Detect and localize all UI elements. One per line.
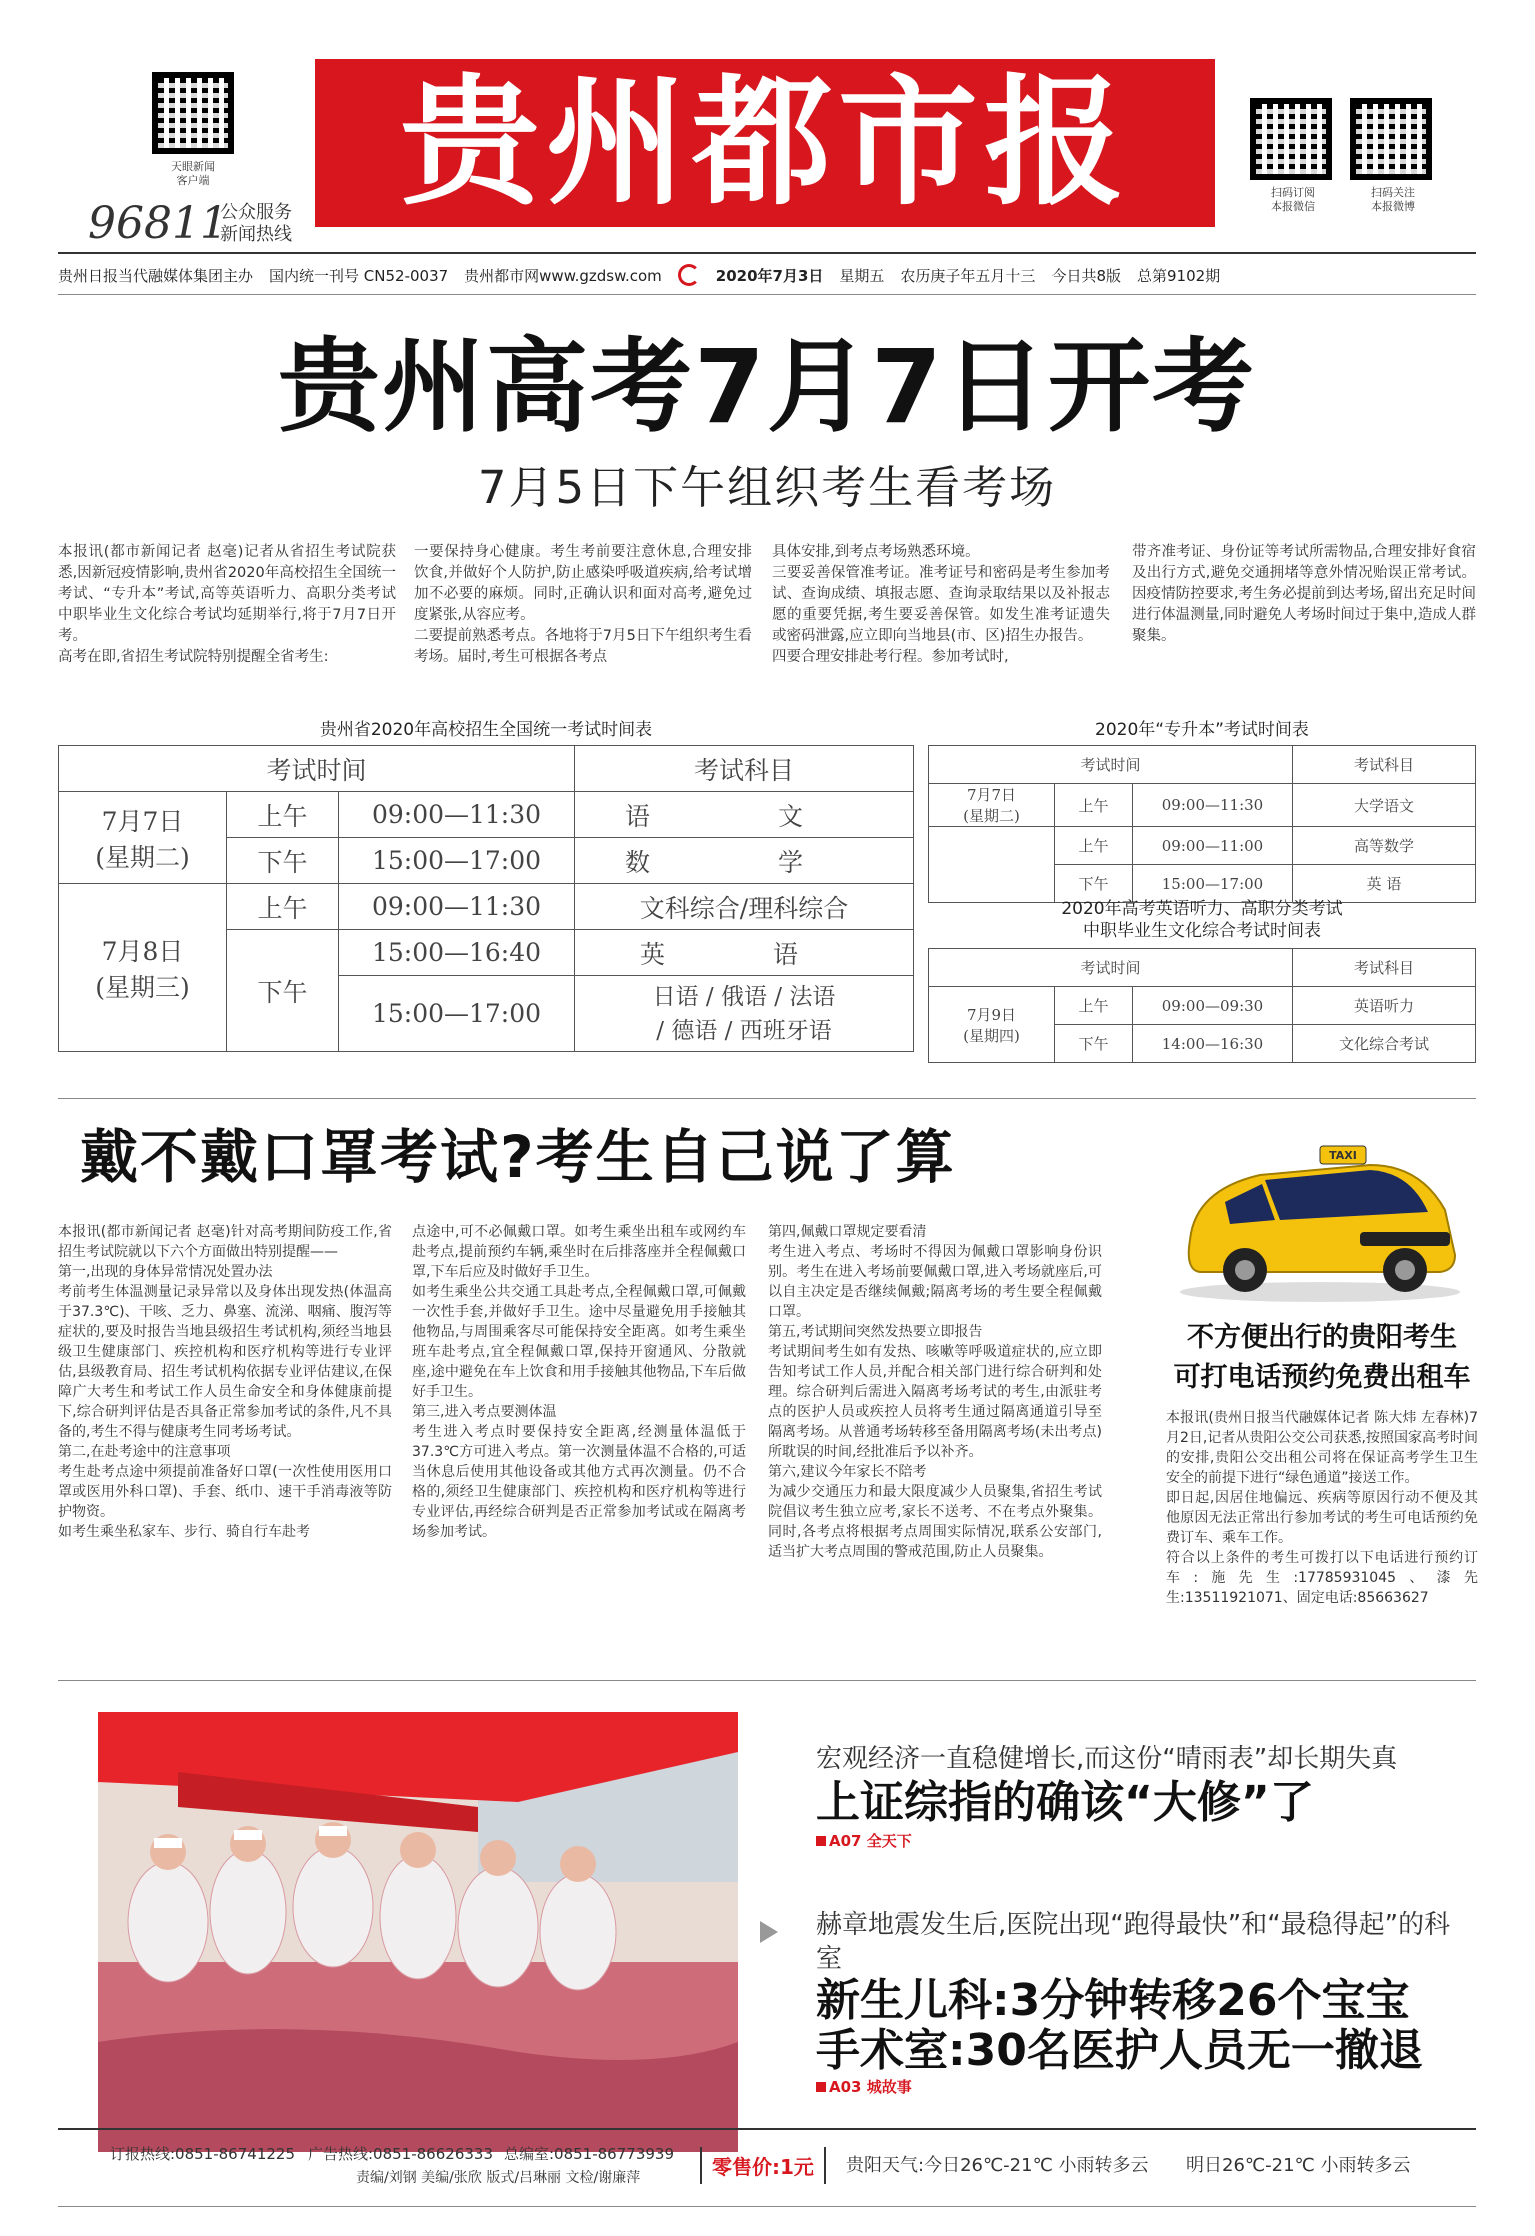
- table3-time: 14:00—16:30: [1133, 1025, 1293, 1063]
- lead-col-1: 本报讯(都市新闻记者 赵毫)记者从省招生考试院获悉,因新冠疫情影响,贵州省2020年高校招生全国统一考试、“专升本”考试,高等英语听力、高职分类考试中职毕业生文化综合考试均延期举行,将于7月7日开考。 高考在即,省招生考试院特别提醒全省考生:: [58, 544, 396, 665]
- table2-time: 15:00—17:00: [1133, 865, 1293, 903]
- teaser-2-sub: 赫章地震发生后,医院出现“跑得最快”和“最稳得起”的科室: [816, 1910, 1451, 1974]
- staff-credits: 责编/刘钢 美编/张欣 版式/吕琳丽 文检/谢廉萍: [356, 2170, 641, 2186]
- mask-col-2: 点途中,可不必佩戴口罩。如考生乘坐出租车或网约车赴考点,提前预约车辆,乘坐时在后排落座并全程佩戴口罩,下车后应及时做好手卫生。 如考生乘坐公共交通工具赴考点,全程佩戴口罩,可佩戴一次性手套,并做好手卫生。途中尽量避免用手接触其他物品,与周围乘客尽可能保持安全距离。如考生乘坐班车赴考点,宜全程佩戴口罩,保持开窗通风、分散就座,途中避免在车上饮食和用手接触其他物品,下车后做好手卫生。 第三,进入考点要测体温 考生进入考点时要保持安全距离,经测量体温低于37.3℃方可进入考点。第一次测量体温不合格的,可适当休息后使用其他设备或其他方式再次测量。仍不合格的,须经卫生健康部门、疾控机构和医疗机构等进行专业评估,再经综合研判是否正常参加考试或在隔离考场参加考试。: [412, 1224, 746, 1540]
- wechat-qr-code[interactable]: [1250, 98, 1332, 180]
- table2-period: 上午: [1055, 784, 1133, 827]
- play-arrow-icon: [760, 1921, 778, 1943]
- table3-day: 7月9日 (星期四): [929, 987, 1055, 1063]
- hotline-label: 公众服务 新闻热线: [220, 202, 292, 245]
- table2-time: 09:00—11:30: [1133, 784, 1293, 827]
- table1-period: 上午: [227, 792, 339, 838]
- table2-header-time: 考试时间: [929, 746, 1293, 784]
- table2-period: 下午: [1055, 865, 1133, 903]
- table1-time: 09:00—11:30: [339, 792, 575, 838]
- ad-hotline: 广告热线:0851-86626333: [308, 2145, 493, 2163]
- table1-time: 09:00—11:30: [339, 884, 575, 930]
- red-square-icon: [816, 2082, 826, 2092]
- table2-period: 上午: [1055, 827, 1133, 865]
- table3-period: 上午: [1055, 987, 1133, 1025]
- teaser-2-page-ref: [816, 2076, 1476, 2098]
- table1-caption: 贵州省2020年高校招生全国统一考试时间表: [319, 720, 653, 740]
- teaser-2-headline: 新生儿科:3分钟转移26个宝宝 手术室:30名医护人员无一撤退: [816, 1975, 1423, 2076]
- taxi-illustration: [1170, 1120, 1470, 1305]
- editor-hotline: 总编室:0851-86773939: [504, 2145, 674, 2163]
- lead-headline: 贵州高考7月7日开考: [278, 328, 1256, 447]
- lead-subhead: 7月5日下午组织考生看考场: [477, 461, 1057, 514]
- weather-tomorrow: 明日26℃-21℃ 小雨转多云: [1186, 2155, 1411, 2176]
- weather-today: 贵阳天气:今日26℃-21℃ 小雨转多云: [846, 2155, 1149, 2176]
- teaser-stock-index[interactable]: [816, 1742, 1476, 1852]
- mask-col-1: 本报讯(都市新闻记者 赵毫)针对高考期间防疫工作,省招生考试院就以下六个方面做出特别提醒—— 第一,出现的身体异常情况处置办法 考前考生体温测量记录异常以及身体出现发热(体温高于37.3℃)、干咳、乏力、鼻塞、流涕、咽痛、腹泻等症状的,要及时报告当地县级招生考试机构,须经当地县级卫生健康部门、疾控机构和医疗机构等进行专业评估,县级教育局、招生考试机构依据专业评估建议,在保障广大考生和考试工作人员生命安全和身体健康前提下,综合研判评估是否具备正常参加考试的条件,凡不具备的,考生不得与健康考生同考场考试。 第二,在赴考途中的注意事项 考生赴考点途中须提前准备好口罩(一次性使用医用口罩或医用外科口罩)、手套、纸巾、速干手消毒液等防护物资。 如考生乘坐私家车、步行、骑自行车赴考: [58, 1224, 392, 1540]
- table1-time: 15:00—17:00: [339, 838, 575, 884]
- table1-subject: 文科综合/理科综合: [575, 884, 914, 930]
- masthead-title: 贵州都市报: [315, 59, 1215, 227]
- app-qr-code[interactable]: [152, 72, 234, 154]
- listening-schedule-table: [928, 948, 1476, 1063]
- hospital-evacuation-photo: [98, 1712, 738, 2152]
- table1-subject: 日语 / 俄语 / 法语 / 德语 / 西班牙语: [575, 976, 914, 1052]
- teaser-2-page: A03 城故事: [829, 2078, 912, 2096]
- table1-day1: 7月7日 (星期二): [59, 792, 227, 884]
- table1-subject: 数 学: [575, 838, 914, 884]
- issue-info-bar: [58, 262, 1476, 288]
- page-count: 今日共8版: [1051, 266, 1121, 285]
- lunar-date: 农历庚子年五月十三: [900, 266, 1036, 285]
- teaser-earthquake-hospital[interactable]: [816, 1908, 1476, 2098]
- table3-subject: 文化综合考试: [1293, 1025, 1476, 1063]
- hotline-number: 96811: [88, 198, 228, 249]
- teaser-1-page-ref: [816, 1830, 1476, 1852]
- table1-time: 15:00—16:40: [339, 930, 575, 976]
- table1-time: 15:00—17:00: [339, 976, 575, 1052]
- wechat-qr-caption: 扫码订阅 本报微信: [1271, 186, 1315, 213]
- table2-subject: 高等数学: [1293, 827, 1476, 865]
- teaser-1-page: A07 全天下: [829, 1832, 912, 1850]
- table2-day-empty: [929, 827, 1055, 903]
- taxi-headline: 不方便出行的贵阳考生 可打电话预约免费出租车: [1173, 1322, 1471, 1393]
- table3-subject: 英语听力: [1293, 987, 1476, 1025]
- issue-number: 总第9102期: [1136, 266, 1221, 285]
- website-link[interactable]: 贵州都市网www.gzdsw.com: [464, 266, 662, 285]
- lead-col-3: 具体安排,到考点考场熟悉环境。 三要妥善保管准考证。准考证号和密码是考生参加考试、查询成绩、填报志愿、查询录取结果以及补报志愿的重要凭据,考生要妥善保管。如发生准考证遗失或密码泄露,应立即向当地县(市、区)招生办报告。 四要合理安排赴考行程。参加考试时,: [772, 544, 1110, 665]
- mask-headline: 戴不戴口罩考试?考生自己说了算: [80, 1123, 956, 1191]
- taxi-body: 本报讯(贵州日报当代融媒体记者 陈大炜 左春林)7月2日,记者从贵阳公交公司获悉,按照国家高考时间的安排,贵阳公交出租公司将在保证高考学生卫生安全的前提下进行“绿色通道”接送工作。 即日起,因居住地偏远、疾病等原因行动不便及其他原因无法正常出行参加考试的考生可电话预约免费订车、乘车工作。 符合以上条件的考生可拨打以下电话进行预约订车:施先生:17785931045、漆先生:13511921071、固定电话:85663627: [1166, 1410, 1478, 1606]
- lead-col-2: 一要保持身心健康。考生考前要注意休息,合理安排饮食,并做好个人防护,防止感染呼吸道疾病,给考试增加不必要的麻烦。同时,正确认识和面对高考,避免过度紧张,从容应考。 二要提前熟悉考点。各地将于7月5日下午组织考生看考场。届时,考生可根据各考点: [414, 544, 752, 665]
- gaokao-schedule-table: [58, 745, 914, 1052]
- table2-header-subject: 考试科目: [1293, 746, 1476, 784]
- taxi-sign-text: TAXI: [1329, 1149, 1357, 1162]
- zhuanshengben-schedule-table: [928, 745, 1476, 903]
- table3-caption: 2020年高考英语听力、高职分类考试 中职毕业生文化综合考试时间表: [1061, 899, 1343, 941]
- table2-subject: 大学语文: [1293, 784, 1476, 827]
- sponsor-text: 贵州日报当代融媒体集团主办: [58, 266, 254, 285]
- weibo-qr-code[interactable]: [1350, 98, 1432, 180]
- weibo-qr-caption: 扫码关注 本报微博: [1371, 186, 1415, 213]
- footer: [58, 2135, 1476, 2201]
- table2-time: 09:00—11:00: [1133, 827, 1293, 865]
- table2-day: 7月7日 (星期二): [929, 784, 1055, 827]
- table1-period: 上午: [227, 884, 339, 930]
- weekday: 星期五: [839, 266, 885, 285]
- mask-col-3: 第四,佩戴口罩规定要看清 考生进入考点、考场时不得因为佩戴口罩影响身份识别。考生在进入考场前要佩戴口罩,进入考场就座后,可以自主决定是否继续佩戴;隔离考场的考生要全程佩戴口罩。 第五,考试期间突然发热要立即报告 考试期间考生如有发热、咳嗽等呼吸道症状的,应立即告知考试工作人员,并配合相关部门进行综合研判和处理。综合研判后需进入隔离考场考试的考生,由派驻考点的医护人员或疾控人员将考生通过隔离通道引导至隔离考场。从普通考场转移至备用隔离考场(未出考点)所耽误的时间,经批准后予以补齐。 第六,建议今年家长不陪考 为减少交通压力和最大限度减少人员聚集,省招生考试院倡议考生独立应考,家长不送考、不在考点外聚集。同时,各考点将根据考点周围实际情况,联系公安部门,适当扩大考点周围的警戒范围,防止人员聚集。: [768, 1224, 1102, 1560]
- teaser-1-sub: 宏观经济一直稳健增长,而这份“晴雨表”却长期失真: [816, 1744, 1398, 1774]
- table2-caption: 2020年“专升本”考试时间表: [1095, 720, 1309, 740]
- table2-subject: 英 语: [1293, 865, 1476, 903]
- table3-time: 09:00—09:30: [1133, 987, 1293, 1025]
- table1-subject: 英 语: [575, 930, 914, 976]
- retail-price: 零售价:1元: [700, 2147, 826, 2184]
- table1-day2: 7月8日 (星期三): [59, 884, 227, 1052]
- subscribe-hotline: 订报热线:0851-86741225: [110, 2145, 295, 2163]
- app-qr-caption: 天眼新闻 客户端: [171, 160, 215, 187]
- table3-header-time: 考试时间: [929, 949, 1293, 987]
- table1-period: 下午: [227, 930, 339, 1052]
- teaser-1-headline: 上证综指的确该“大修”了: [816, 1777, 1314, 1828]
- table1-period: 下午: [227, 838, 339, 884]
- serial-number: 国内统一刊号 CN52-0037: [269, 266, 449, 285]
- table1-subject: 语 文: [575, 792, 914, 838]
- red-square-icon: [816, 1836, 826, 1846]
- table3-period: 下午: [1055, 1025, 1133, 1063]
- table1-header-subject: 考试科目: [575, 746, 914, 792]
- lead-col-4: 带齐准考证、身份证等考试所需物品,合理安排好食宿及出行方式,避免交通拥堵等意外情况贻误正常考试。因疫情防控要求,考生务必提前到达考场,留出充足时间进行体温测量,同时避免人考场时间过于集中,造成人群聚集。: [1132, 544, 1476, 644]
- table3-header-subject: 考试科目: [1293, 949, 1476, 987]
- table1-header-time: 考试时间: [59, 746, 575, 792]
- issue-date: 2020年7月3日: [715, 266, 824, 285]
- wifi-icon: [678, 264, 700, 286]
